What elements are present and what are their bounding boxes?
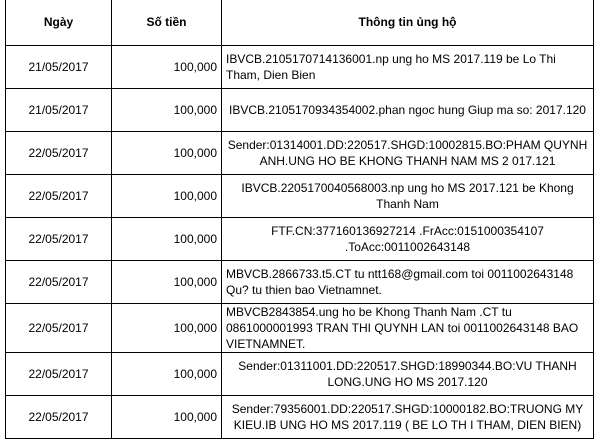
cell-info: Sender:01311001.DD:220517.SHGD:18990344.BO:VU THANH LONG.UNG HO MS 2017.120 xyxy=(222,353,594,396)
cell-info: IBVCB.2105170934354002.phan ngoc hung Giup ma so: 2017.120 xyxy=(222,89,594,132)
table-row xyxy=(6,396,594,439)
cell-amount: 100,000 xyxy=(112,89,222,132)
cell-info: IBVCB.2105170714136001.np ung ho MS 2017.119 be Lo Thi Tham, Dien Bien xyxy=(222,46,594,89)
cell-amount: 100,000 xyxy=(112,46,222,89)
cell-date: 22/05/2017 xyxy=(6,304,112,353)
cell-info: Sender:79356001.DD:220517.SHGD:10000182.BO:TRUONG MY KIEU.IB UNG HO MS 2017.119 ( BE LO TH I THAM, DIEN BIEN) xyxy=(222,396,594,439)
cell-date: 22/05/2017 xyxy=(6,218,112,261)
cell-date: 21/05/2017 xyxy=(6,89,112,132)
cell-amount: 100,000 xyxy=(112,353,222,396)
cell-amount: 100,000 xyxy=(112,396,222,439)
cell-date: 21/05/2017 xyxy=(6,46,112,89)
cell-amount: 100,000 xyxy=(112,261,222,304)
table-row xyxy=(6,353,594,396)
header-date: Ngày xyxy=(6,0,112,46)
cell-date: 22/05/2017 xyxy=(6,353,112,396)
cell-amount: 100,000 xyxy=(112,175,222,218)
cell-amount: 100,000 xyxy=(112,132,222,175)
cell-date: 22/05/2017 xyxy=(6,175,112,218)
header-amount: Số tiền xyxy=(112,0,222,46)
cell-info: FTF.CN:377160136927214 .FrAcc:0151000354107 .ToAcc:0011002643148 xyxy=(222,218,594,261)
header-row xyxy=(6,0,594,46)
table-row xyxy=(6,132,594,175)
table-row xyxy=(6,304,594,353)
cell-date: 22/05/2017 xyxy=(6,261,112,304)
table-row xyxy=(6,261,594,304)
cell-info: Sender:01314001.DD:220517.SHGD:10002815.BO:PHAM QUYNH ANH.UNG HO BE KHONG THANH NAM MS 2 017.121 xyxy=(222,132,594,175)
cell-info: MBVCB.2866733.t5.CT tu ntt168@gmail.com toi 0011002643148 Qu? tu thien bao Vietnamnet. xyxy=(222,261,594,304)
donation-table xyxy=(5,0,594,439)
cell-amount: 100,000 xyxy=(112,304,222,353)
cell-amount: 100,000 xyxy=(112,218,222,261)
cell-info: IBVCB.2205170040568003.np ung ho MS 2017.121 be Khong Thanh Nam xyxy=(222,175,594,218)
table-row xyxy=(6,46,594,89)
cell-date: 22/05/2017 xyxy=(6,132,112,175)
cell-info: MBVCB2843854.ung ho be Khong Thanh Nam .CT tu 0861000001993 TRAN THI QUYNH LAN toi 0011002643148 BAO VIETNAMNET. xyxy=(222,304,594,353)
table-row xyxy=(6,175,594,218)
table-row xyxy=(6,218,594,261)
cell-date: 22/05/2017 xyxy=(6,396,112,439)
table-body xyxy=(6,46,594,439)
table-row xyxy=(6,89,594,132)
header-info: Thông tin ủng hộ xyxy=(222,0,594,46)
